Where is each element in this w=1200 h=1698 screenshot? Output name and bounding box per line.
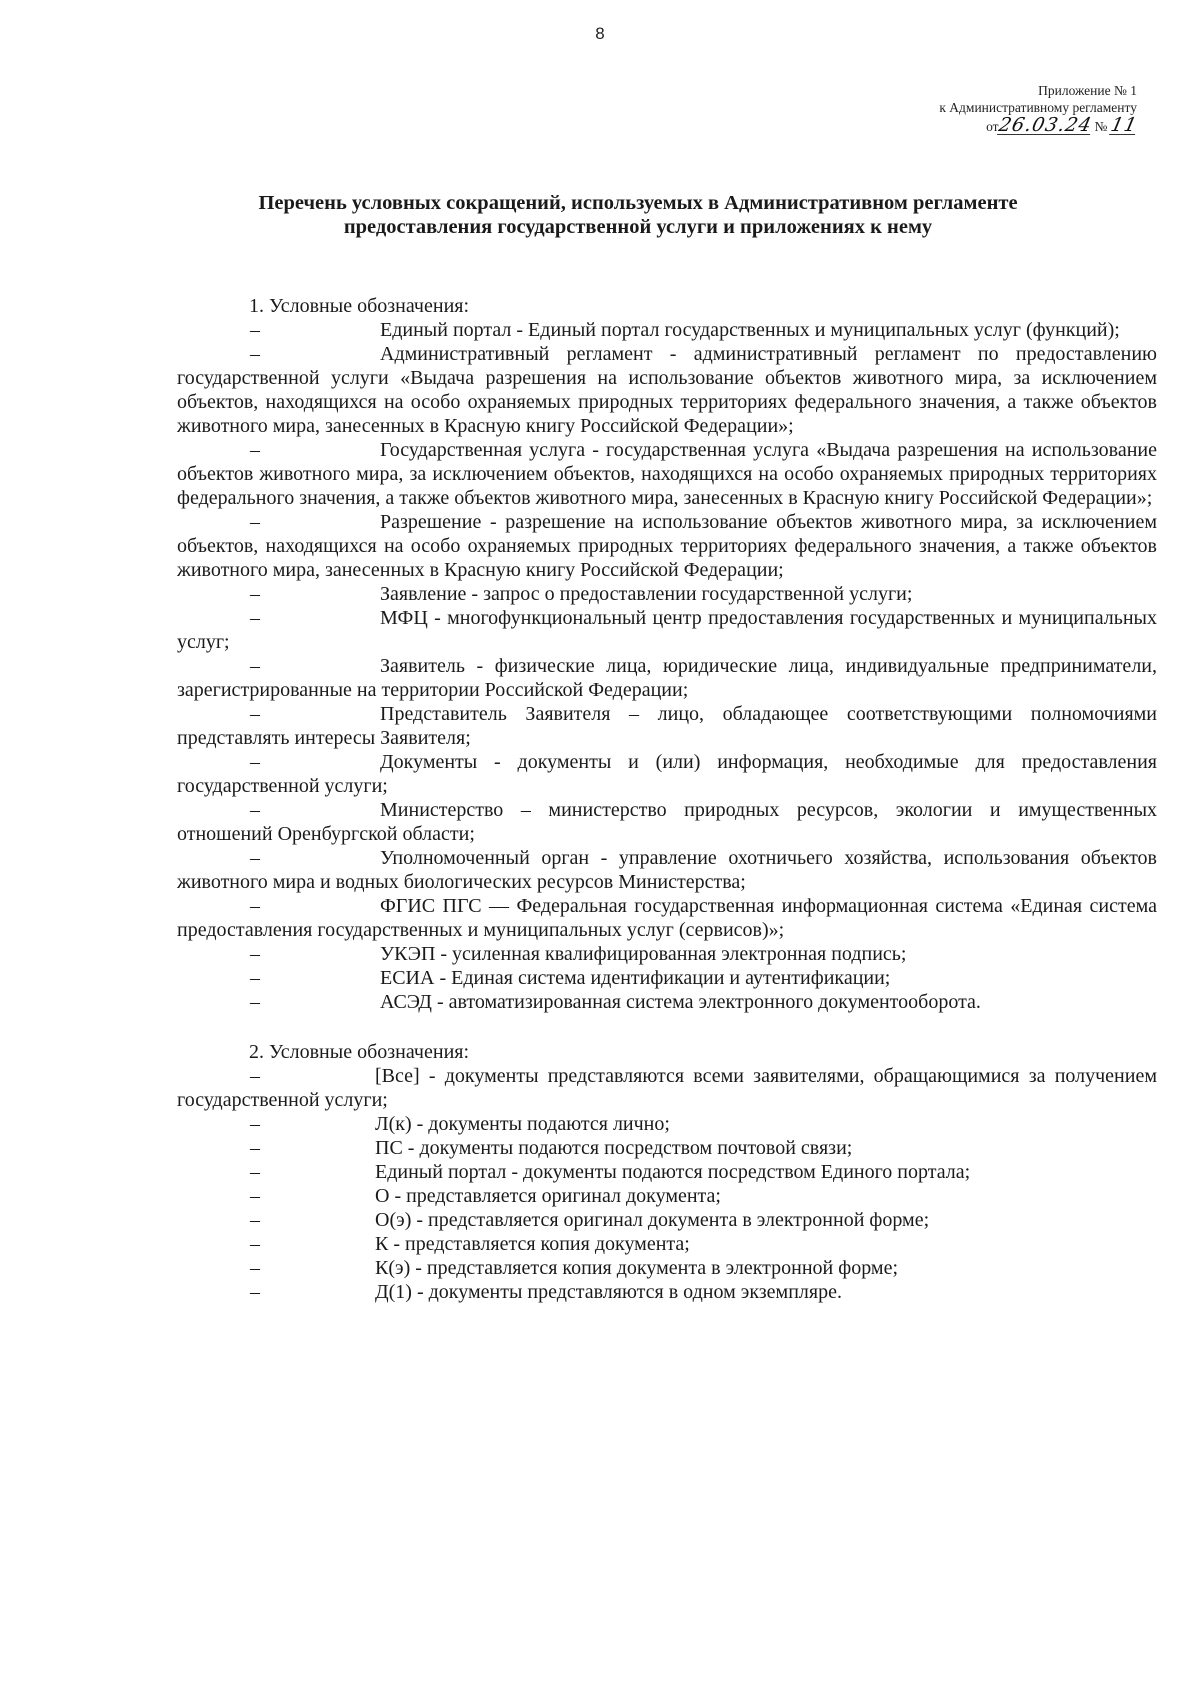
- section-heading: 1. Условные обозначения:: [249, 295, 470, 317]
- list-item: [177, 1136, 1157, 1160]
- appendix-line-1: Приложение № 1: [1038, 83, 1137, 98]
- list-dash: –: [250, 703, 260, 725]
- list-item-text: О - представляется оригинал документа;: [375, 1185, 721, 1207]
- list-item: [177, 318, 1157, 342]
- list-item: [177, 510, 1157, 582]
- appendix-date-line: [986, 114, 1140, 136]
- list-item: [177, 1208, 1157, 1232]
- list-item-text: Государственная услуга - государственная услуга «Выдача разрешения на использование объектов животного мира, за исключением объектов, находящихся на особо охраняемых природных территориях федерального значения, а также объектов животного мира, занесенных в Красную книгу Российской Федерации»;: [177, 439, 1157, 509]
- list-item: [177, 702, 1157, 750]
- section-2: [177, 1040, 1157, 1304]
- list-item: [177, 1256, 1157, 1280]
- list-dash: –: [250, 895, 260, 917]
- list-item: [177, 750, 1157, 798]
- appendix-number-handwritten: 11: [1108, 114, 1140, 136]
- list-dash: –: [250, 583, 260, 605]
- list-item-text: К - представляется копия документа;: [375, 1233, 690, 1255]
- list-dash: –: [250, 1233, 260, 1255]
- list-dash: –: [250, 751, 260, 773]
- list-dash: –: [250, 799, 260, 821]
- document-title-line-1: Перечень условных сокращений, используемых в Административном регламенте: [258, 192, 1018, 214]
- list-dash: –: [250, 655, 260, 677]
- list-item-text: Представитель Заявителя – лицо, обладающее соответствующими полномочиями представлять интересы Заявителя;: [177, 703, 1157, 749]
- list-item-text: Л(к) - документы подаются лично;: [375, 1113, 670, 1135]
- list-item: [177, 1112, 1157, 1136]
- list-item: [177, 1280, 1157, 1304]
- section-1: [177, 294, 1157, 1014]
- list-item-text: К(э) - представляется копия документа в электронной форме;: [375, 1257, 898, 1279]
- list-item-text: Министерство – министерство природных ресурсов, экологии и имущественных отношений Оренбургской области;: [177, 799, 1157, 845]
- list-item: [177, 1160, 1157, 1184]
- list-item: [177, 798, 1157, 846]
- list-dash: –: [250, 1113, 260, 1135]
- list-item: [177, 894, 1157, 942]
- document-body: [177, 294, 1157, 1304]
- list-item: [177, 1064, 1157, 1112]
- section-1-items: [177, 318, 1157, 1014]
- list-item-text: Уполномоченный орган - управление охотничьего хозяйства, использования объектов животного мира и водных биологических ресурсов Министерства;: [177, 847, 1157, 893]
- list-dash: –: [250, 943, 260, 965]
- appendix-date-handwritten: 26.03.24: [996, 114, 1094, 136]
- list-item-text: АСЭД - автоматизированная система электронного документооборота.: [380, 991, 981, 1013]
- list-item: [177, 846, 1157, 894]
- list-dash: –: [250, 439, 260, 461]
- list-item: [177, 582, 1157, 606]
- page-number: 8: [595, 24, 605, 43]
- list-dash: –: [250, 319, 260, 341]
- list-item-text: Заявление - запрос о предоставлении государственной услуги;: [380, 583, 913, 605]
- document-title: [160, 191, 1116, 239]
- list-dash: –: [250, 1185, 260, 1207]
- section-heading: 2. Условные обозначения:: [249, 1041, 470, 1063]
- list-dash: –: [250, 967, 260, 989]
- list-dash: –: [250, 991, 260, 1013]
- list-dash: –: [250, 511, 260, 533]
- list-item: [177, 990, 1157, 1014]
- list-item-text: Административный регламент - административный регламент по предоставлению государственной услуги «Выдача разрешения на использование объектов животного мира, за исключением объектов, находящихся на особо охраняемых природных территориях федерального значения, а также объектов животного мира, занесенных в Красную книгу Российской Федерации»;: [177, 343, 1157, 437]
- list-item-text: Единый портал - документы подаются посредством Единого портала;: [375, 1161, 971, 1183]
- list-item-text: Д(1) - документы представляются в одном экземпляре.: [375, 1281, 842, 1303]
- appendix-number-prefix: №: [1094, 119, 1108, 134]
- list-item-text: ЕСИА - Единая система идентификации и аутентификации;: [380, 967, 891, 989]
- list-item: [177, 1232, 1157, 1256]
- list-item-text: Разрешение - разрешение на использование объектов животного мира, за исключением объектов, находящихся на особо охраняемых природных территориях федерального значения, а также объектов животного мира, занесенных в Красную книгу Российской Федерации;: [177, 511, 1157, 581]
- appendix-date-prefix: от: [986, 119, 999, 134]
- list-item: [177, 606, 1157, 654]
- list-item-text: Заявитель - физические лица, юридические лица, индивидуальные предприниматели, зарегистрированные на территории Российской Федерации;: [177, 655, 1157, 701]
- list-dash: –: [250, 607, 260, 629]
- document-title-line-2: предоставления государственной услуги и приложениях к нему: [343, 216, 933, 238]
- list-item-text: УКЭП - усиленная квалифицированная электронная подпись;: [380, 943, 907, 965]
- list-item: [177, 654, 1157, 702]
- list-dash: –: [250, 1257, 260, 1279]
- list-item-text: Документы - документы и (или) информация, необходимые для предоставления государственной услуги;: [177, 751, 1157, 797]
- list-dash: –: [250, 1137, 260, 1159]
- list-dash: –: [250, 1065, 260, 1087]
- list-item: [177, 966, 1157, 990]
- list-item: [177, 1184, 1157, 1208]
- appendix-header: [939, 82, 1140, 136]
- list-item-text: МФЦ - многофункциональный центр предоставления государственных и муниципальных услуг;: [177, 607, 1157, 653]
- list-item-text: О(э) - представляется оригинал документа в электронной форме;: [375, 1209, 930, 1231]
- list-item-text: ФГИС ПГС — Федеральная государственная информационная система «Единая система предоставления государственных и муниципальных услуг (сервисов)»;: [177, 895, 1157, 941]
- list-dash: –: [250, 343, 260, 365]
- appendix-line-2: к Административному регламенту: [939, 100, 1137, 115]
- list-dash: –: [250, 1161, 260, 1183]
- list-dash: –: [250, 847, 260, 869]
- list-item: [177, 438, 1157, 510]
- list-dash: –: [250, 1209, 260, 1231]
- list-item-text: Единый портал - Единый портал государственных и муниципальных услуг (функций);: [380, 319, 1120, 341]
- section-2-items: [177, 1064, 1157, 1304]
- list-item-text: ПС - документы подаются посредством почтовой связи;: [375, 1137, 853, 1159]
- list-item: [177, 342, 1157, 438]
- list-item-text: [Все] - документы представляются всеми заявителями, обращающимися за получением государственной услуги;: [177, 1065, 1157, 1111]
- list-dash: –: [250, 1281, 260, 1303]
- list-item: [177, 942, 1157, 966]
